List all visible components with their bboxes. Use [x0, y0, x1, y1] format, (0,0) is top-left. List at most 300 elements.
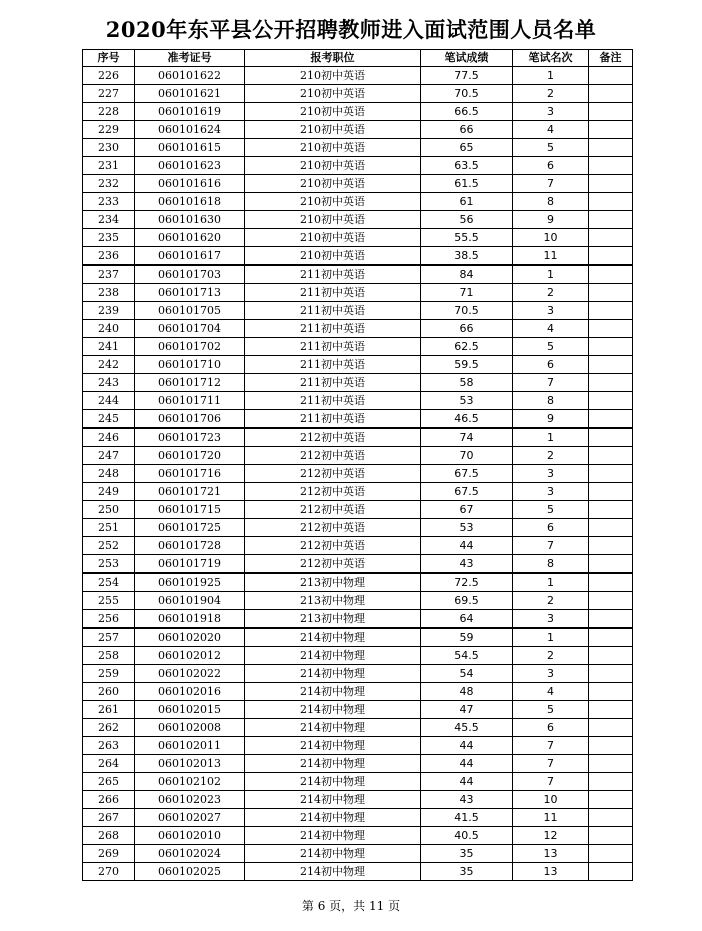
table-row: [83, 265, 633, 284]
row-seq: 229: [83, 121, 135, 139]
row-position: 210初中英语: [245, 193, 421, 211]
row-score: 67: [421, 501, 513, 519]
row-score: 40.5: [421, 827, 513, 845]
row-rank: 10: [513, 791, 589, 809]
row-remarks: [589, 374, 633, 392]
row-position: 212初中英语: [245, 501, 421, 519]
row-exam-id: 060101720: [135, 447, 245, 465]
row-exam-id: 060101624: [135, 121, 245, 139]
table-row: [83, 755, 633, 773]
row-position: 211初中英语: [245, 374, 421, 392]
table-row: [83, 483, 633, 501]
row-remarks: [589, 647, 633, 665]
table-row: [83, 157, 633, 175]
row-remarks: [589, 139, 633, 157]
row-seq: 238: [83, 284, 135, 302]
row-position: 214初中物理: [245, 737, 421, 755]
row-score: 43: [421, 791, 513, 809]
row-position: 212初中英语: [245, 555, 421, 574]
row-seq: 249: [83, 483, 135, 501]
row-exam-id: 060102016: [135, 683, 245, 701]
row-position: 210初中英语: [245, 229, 421, 247]
row-rank: 11: [513, 809, 589, 827]
row-score: 48: [421, 683, 513, 701]
row-position: 214初中物理: [245, 863, 421, 881]
row-seq: 263: [83, 737, 135, 755]
row-rank: 1: [513, 67, 589, 85]
row-rank: 2: [513, 284, 589, 302]
row-remarks: [589, 302, 633, 320]
row-seq: 252: [83, 537, 135, 555]
row-remarks: [589, 573, 633, 592]
row-remarks: [589, 356, 633, 374]
row-position: 210初中英语: [245, 121, 421, 139]
row-position: 214初中物理: [245, 665, 421, 683]
row-rank: 6: [513, 356, 589, 374]
row-score: 61: [421, 193, 513, 211]
table-row: [83, 501, 633, 519]
row-remarks: [589, 809, 633, 827]
row-remarks: [589, 211, 633, 229]
row-score: 70.5: [421, 302, 513, 320]
row-position: 214初中物理: [245, 845, 421, 863]
row-score: 56: [421, 211, 513, 229]
row-remarks: [589, 610, 633, 629]
row-rank: 4: [513, 683, 589, 701]
row-score: 66: [421, 320, 513, 338]
row-rank: 7: [513, 737, 589, 755]
row-seq: 240: [83, 320, 135, 338]
row-rank: 3: [513, 610, 589, 629]
row-rank: 8: [513, 555, 589, 574]
row-rank: 5: [513, 701, 589, 719]
row-rank: 2: [513, 592, 589, 610]
row-score: 46.5: [421, 410, 513, 429]
row-score: 64: [421, 610, 513, 629]
row-position: 214初中物理: [245, 647, 421, 665]
table-row: [83, 719, 633, 737]
row-seq: 269: [83, 845, 135, 863]
row-remarks: [589, 265, 633, 284]
row-score: 44: [421, 737, 513, 755]
row-seq: 258: [83, 647, 135, 665]
row-remarks: [589, 247, 633, 266]
row-rank: 3: [513, 465, 589, 483]
row-position: 214初中物理: [245, 827, 421, 845]
row-seq: 265: [83, 773, 135, 791]
row-position: 210初中英语: [245, 211, 421, 229]
row-exam-id: 060102008: [135, 719, 245, 737]
table-row: [83, 737, 633, 755]
row-score: 70: [421, 447, 513, 465]
row-remarks: [589, 193, 633, 211]
row-exam-id: 060101710: [135, 356, 245, 374]
row-exam-id: 060101715: [135, 501, 245, 519]
row-rank: 4: [513, 320, 589, 338]
table-row: [83, 592, 633, 610]
page-footer: 第 6 页，共 11 页: [301, 899, 401, 913]
header-rank: 笔试名次: [513, 50, 589, 67]
row-remarks: [589, 683, 633, 701]
table-row: [83, 791, 633, 809]
row-seq: 237: [83, 265, 135, 284]
row-position: 214初中物理: [245, 809, 421, 827]
row-exam-id: 060102012: [135, 647, 245, 665]
row-rank: 6: [513, 157, 589, 175]
row-position: 212初中英语: [245, 483, 421, 501]
row-remarks: [589, 701, 633, 719]
row-exam-id: 060101904: [135, 592, 245, 610]
header-seq: 序号: [83, 50, 135, 67]
row-score: 84: [421, 265, 513, 284]
row-score: 58: [421, 374, 513, 392]
row-remarks: [589, 791, 633, 809]
row-seq: 251: [83, 519, 135, 537]
row-position: 211初中英语: [245, 338, 421, 356]
row-position: 212初中英语: [245, 537, 421, 555]
row-exam-id: 060102024: [135, 845, 245, 863]
row-exam-id: 060102025: [135, 863, 245, 881]
header-remarks: 备注: [589, 50, 633, 67]
row-seq: 253: [83, 555, 135, 574]
row-rank: 1: [513, 573, 589, 592]
candidate-table: [82, 49, 633, 881]
table-row: [83, 103, 633, 121]
row-rank: 1: [513, 428, 589, 447]
row-score: 44: [421, 755, 513, 773]
row-remarks: [589, 863, 633, 881]
table-row: [83, 356, 633, 374]
row-score: 69.5: [421, 592, 513, 610]
row-rank: 3: [513, 483, 589, 501]
row-position: 213初中物理: [245, 573, 421, 592]
row-seq: 227: [83, 85, 135, 103]
row-seq: 235: [83, 229, 135, 247]
row-score: 41.5: [421, 809, 513, 827]
table-body: [83, 67, 633, 881]
row-position: 213初中物理: [245, 592, 421, 610]
row-remarks: [589, 501, 633, 519]
row-exam-id: 060102023: [135, 791, 245, 809]
table-row: [83, 320, 633, 338]
header-position: 报考职位: [245, 50, 421, 67]
row-rank: 7: [513, 755, 589, 773]
row-score: 65: [421, 139, 513, 157]
table-row: [83, 374, 633, 392]
row-position: 210初中英语: [245, 175, 421, 193]
row-remarks: [589, 537, 633, 555]
row-seq: 230: [83, 139, 135, 157]
row-score: 62.5: [421, 338, 513, 356]
row-seq: 241: [83, 338, 135, 356]
row-rank: 10: [513, 229, 589, 247]
row-position: 211初中英语: [245, 356, 421, 374]
row-rank: 7: [513, 773, 589, 791]
table-row: [83, 139, 633, 157]
row-exam-id: 060101620: [135, 229, 245, 247]
row-seq: 226: [83, 67, 135, 85]
row-score: 53: [421, 519, 513, 537]
document-title: 2020年东平县公开招聘教师进入面试范围人员名单: [105, 17, 597, 42]
row-remarks: [589, 175, 633, 193]
row-position: 211初中英语: [245, 392, 421, 410]
row-score: 54: [421, 665, 513, 683]
table-row: [83, 85, 633, 103]
row-rank: 11: [513, 247, 589, 266]
row-exam-id: 060101725: [135, 519, 245, 537]
row-rank: 6: [513, 519, 589, 537]
table-row: [83, 773, 633, 791]
row-seq: 267: [83, 809, 135, 827]
row-exam-id: 060102011: [135, 737, 245, 755]
row-position: 212初中英语: [245, 428, 421, 447]
row-remarks: [589, 338, 633, 356]
row-exam-id: 060102102: [135, 773, 245, 791]
row-position: 214初中物理: [245, 701, 421, 719]
row-score: 77.5: [421, 67, 513, 85]
row-score: 45.5: [421, 719, 513, 737]
table-row: [83, 193, 633, 211]
row-score: 44: [421, 773, 513, 791]
row-position: 213初中物理: [245, 610, 421, 629]
table-row: [83, 428, 633, 447]
table-row: [83, 628, 633, 647]
row-score: 44: [421, 537, 513, 555]
table-row: [83, 573, 633, 592]
row-seq: 248: [83, 465, 135, 483]
row-exam-id: 060101705: [135, 302, 245, 320]
row-position: 214初中物理: [245, 628, 421, 647]
table-row: [83, 555, 633, 574]
row-score: 55.5: [421, 229, 513, 247]
row-rank: 9: [513, 211, 589, 229]
row-rank: 5: [513, 338, 589, 356]
row-position: 211初中英语: [245, 265, 421, 284]
row-remarks: [589, 483, 633, 501]
row-exam-id: 060101723: [135, 428, 245, 447]
row-position: 214初中物理: [245, 755, 421, 773]
row-remarks: [589, 592, 633, 610]
row-rank: 6: [513, 719, 589, 737]
row-exam-id: 060101712: [135, 374, 245, 392]
row-exam-id: 060101702: [135, 338, 245, 356]
table-row: [83, 175, 633, 193]
row-exam-id: 060102015: [135, 701, 245, 719]
row-exam-id: 060101706: [135, 410, 245, 429]
row-remarks: [589, 320, 633, 338]
table-row: [83, 537, 633, 555]
row-exam-id: 060101622: [135, 67, 245, 85]
row-remarks: [589, 845, 633, 863]
row-seq: 250: [83, 501, 135, 519]
row-position: 210初中英语: [245, 157, 421, 175]
row-exam-id: 060102020: [135, 628, 245, 647]
row-rank: 7: [513, 537, 589, 555]
row-rank: 4: [513, 121, 589, 139]
row-rank: 3: [513, 302, 589, 320]
table-row: [83, 247, 633, 266]
header-exam-id: 准考证号: [135, 50, 245, 67]
row-remarks: [589, 773, 633, 791]
table-header-row: [83, 50, 633, 67]
row-score: 74: [421, 428, 513, 447]
row-remarks: [589, 827, 633, 845]
row-remarks: [589, 284, 633, 302]
table-row: [83, 302, 633, 320]
row-exam-id: 060101918: [135, 610, 245, 629]
row-rank: 13: [513, 863, 589, 881]
row-exam-id: 060102022: [135, 665, 245, 683]
row-exam-id: 060101623: [135, 157, 245, 175]
row-seq: 260: [83, 683, 135, 701]
row-position: 211初中英语: [245, 410, 421, 429]
row-seq: 257: [83, 628, 135, 647]
row-remarks: [589, 737, 633, 755]
row-remarks: [589, 67, 633, 85]
row-remarks: [589, 157, 633, 175]
table-row: [83, 211, 633, 229]
row-seq: 239: [83, 302, 135, 320]
row-position: 212初中英语: [245, 465, 421, 483]
table-row: [83, 465, 633, 483]
row-position: 214初中物理: [245, 719, 421, 737]
row-seq: 246: [83, 428, 135, 447]
row-remarks: [589, 519, 633, 537]
row-seq: 244: [83, 392, 135, 410]
row-exam-id: 060101713: [135, 284, 245, 302]
row-position: 211初中英语: [245, 284, 421, 302]
row-rank: 2: [513, 85, 589, 103]
row-position: 211初中英语: [245, 302, 421, 320]
row-score: 43: [421, 555, 513, 574]
row-position: 214初中物理: [245, 773, 421, 791]
row-seq: 245: [83, 410, 135, 429]
row-score: 53: [421, 392, 513, 410]
row-exam-id: 060101616: [135, 175, 245, 193]
row-seq: 228: [83, 103, 135, 121]
row-score: 59: [421, 628, 513, 647]
row-score: 38.5: [421, 247, 513, 266]
row-seq: 264: [83, 755, 135, 773]
row-score: 61.5: [421, 175, 513, 193]
row-remarks: [589, 719, 633, 737]
row-remarks: [589, 392, 633, 410]
row-score: 72.5: [421, 573, 513, 592]
row-rank: 5: [513, 139, 589, 157]
row-rank: 12: [513, 827, 589, 845]
row-exam-id: 060101615: [135, 139, 245, 157]
row-rank: 13: [513, 845, 589, 863]
row-seq: 254: [83, 573, 135, 592]
row-seq: 261: [83, 701, 135, 719]
row-seq: 255: [83, 592, 135, 610]
row-exam-id: 060101703: [135, 265, 245, 284]
row-position: 211初中英语: [245, 320, 421, 338]
row-remarks: [589, 103, 633, 121]
table-row: [83, 519, 633, 537]
table-row: [83, 229, 633, 247]
row-rank: 7: [513, 374, 589, 392]
row-remarks: [589, 121, 633, 139]
row-seq: 232: [83, 175, 135, 193]
row-remarks: [589, 85, 633, 103]
row-rank: 8: [513, 392, 589, 410]
table-row: [83, 701, 633, 719]
row-exam-id: 060101619: [135, 103, 245, 121]
table-row: [83, 447, 633, 465]
row-score: 59.5: [421, 356, 513, 374]
table-row: [83, 647, 633, 665]
row-score: 35: [421, 863, 513, 881]
table-row: [83, 809, 633, 827]
row-exam-id: 060102013: [135, 755, 245, 773]
row-seq: 231: [83, 157, 135, 175]
row-position: 210初中英语: [245, 85, 421, 103]
row-seq: 256: [83, 610, 135, 629]
row-remarks: [589, 465, 633, 483]
table-row: [83, 683, 633, 701]
row-position: 214初中物理: [245, 683, 421, 701]
row-position: 210初中英语: [245, 247, 421, 266]
row-seq: 243: [83, 374, 135, 392]
row-exam-id: 060101618: [135, 193, 245, 211]
row-remarks: [589, 555, 633, 574]
row-exam-id: 060101711: [135, 392, 245, 410]
row-exam-id: 060101621: [135, 85, 245, 103]
table-row: [83, 845, 633, 863]
row-remarks: [589, 428, 633, 447]
row-remarks: [589, 755, 633, 773]
row-rank: 2: [513, 647, 589, 665]
row-exam-id: 060101719: [135, 555, 245, 574]
row-rank: 7: [513, 175, 589, 193]
row-score: 67.5: [421, 483, 513, 501]
table-row: [83, 121, 633, 139]
row-seq: 233: [83, 193, 135, 211]
row-remarks: [589, 628, 633, 647]
row-exam-id: 060101617: [135, 247, 245, 266]
row-exam-id: 060101925: [135, 573, 245, 592]
row-score: 35: [421, 845, 513, 863]
row-rank: 3: [513, 103, 589, 121]
row-score: 71: [421, 284, 513, 302]
row-score: 63.5: [421, 157, 513, 175]
row-rank: 9: [513, 410, 589, 429]
row-position: 214初中物理: [245, 791, 421, 809]
row-remarks: [589, 410, 633, 429]
row-remarks: [589, 665, 633, 683]
row-exam-id: 060101704: [135, 320, 245, 338]
row-seq: 268: [83, 827, 135, 845]
row-score: 47: [421, 701, 513, 719]
row-score: 66: [421, 121, 513, 139]
row-rank: 3: [513, 665, 589, 683]
row-exam-id: 060101728: [135, 537, 245, 555]
row-position: 210初中英语: [245, 139, 421, 157]
row-exam-id: 060102010: [135, 827, 245, 845]
row-position: 212初中英语: [245, 519, 421, 537]
row-seq: 234: [83, 211, 135, 229]
table-row: [83, 610, 633, 629]
table-row: [83, 392, 633, 410]
row-rank: 8: [513, 193, 589, 211]
row-exam-id: 060101721: [135, 483, 245, 501]
row-position: 212初中英语: [245, 447, 421, 465]
row-rank: 5: [513, 501, 589, 519]
table-row: [83, 284, 633, 302]
table-row: [83, 863, 633, 881]
table-row: [83, 665, 633, 683]
